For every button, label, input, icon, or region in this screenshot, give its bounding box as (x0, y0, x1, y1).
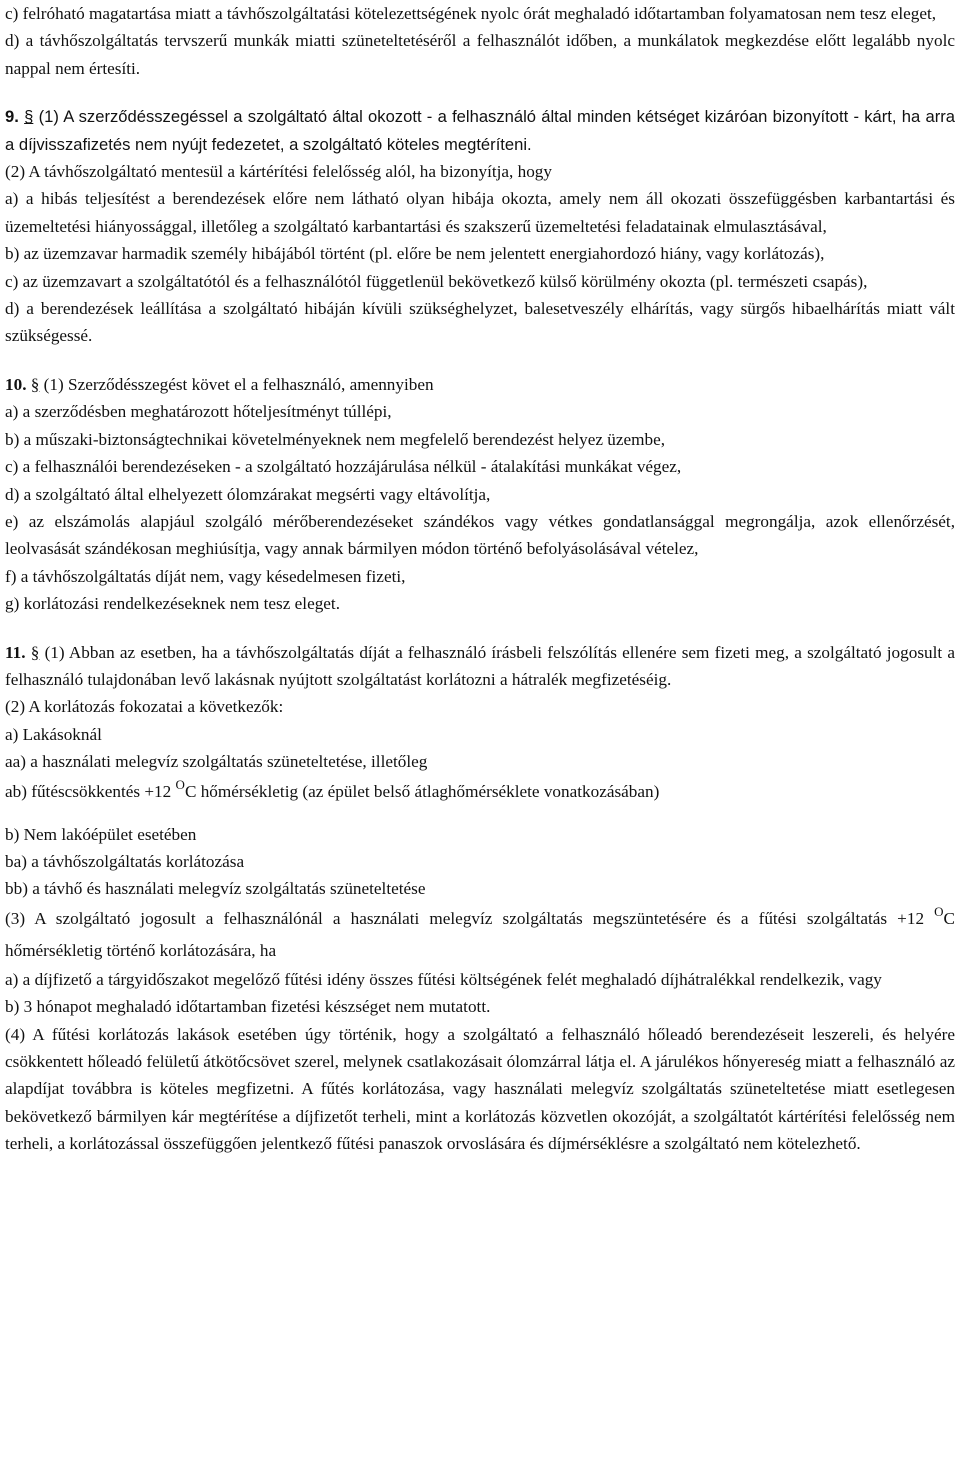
section-10-p1-text: (1) Szerződésszegést követ el a felhasználó, amennyiben (43, 374, 434, 394)
section-11-item-aa: aa) a használati melegvíz szolgáltatás szüneteltetése, illetőleg (5, 752, 428, 772)
section-11-sign: § (30, 642, 40, 662)
section-9-sign: § (24, 107, 34, 127)
section-9-item-a: a) a hibás teljesítést a berendezések előre nem látható olyan hibája okozta, amely nem áll okozati összefüggésben karbantartási és üzemeltetési hiányossággal, illetőleg a szolgáltató karbantartási és szakszerű üzemeltetési feladatainak elmulasztásával, (5, 189, 955, 236)
section-9-item-b: b) az üzemzavar harmadik személy hibájából történt (pl. előre be nem jelentett energiahordozó hiány, vagy korlátozás), (5, 244, 825, 264)
section-11-item-a: a) Lakásoknál (5, 724, 102, 744)
section-10-item-g: g) korlátozási rendelkezéseknek nem tesz eleget. (5, 594, 340, 614)
intro-item-c: c) felróható magatartása miatt a távhőszolgáltatási kötelezettségének nyolc órát meghaladó időtartamban folyamatosan nem tesz eleget, (5, 4, 937, 23)
degree-mark: O (934, 903, 944, 919)
section-10-item-c: c) a felhasználói berendezéseken - a szolgáltató hozzájárulása nélkül - átalakítási munkákat végez, (5, 457, 682, 477)
intro-item-d: d) a távhőszolgáltatás tervszerű munkák miatti szüneteltetéséről a felhasználót időben, a munkálatok megkezdése előtt legalább nyolc nappal nem értesíti. (5, 31, 955, 78)
section-10-item-e: e) az elszámolás alapjául szolgáló mérőberendezéseket szándékos vagy vétkes gondatlansággal megrongálja, azok ellenőrzését, leolvasását szándékosan meghiúsítja, vagy annak bármilyen módon történő befolyásolásával vételez, (5, 511, 955, 559)
section-10-number: 10. (5, 374, 27, 394)
section-10-paragraph-1 (5, 371, 955, 398)
section-11-p3-item-b: b) 3 hónapot meghaladó időtartamban fizetési készséget nem mutatott. (5, 997, 491, 1017)
section-11-number: 11. (5, 642, 26, 662)
degree-mark: O (175, 776, 185, 792)
section-9-item-c: c) az üzemzavart a szolgáltatótól és a felhasználótól függetlenül bekövetkező külső körülmény okozta (pl. természeti csapás), (5, 271, 868, 291)
section-11-p3-item-a: a) a díjfizető a tárgyidőszakot megelőző fűtési idény összes fűtési költségének felét meghaladó díjhátralékkal rendelkezik, vagy (5, 969, 882, 989)
section-11-item-ba: ba) a távhőszolgáltatás korlátozása (5, 851, 245, 871)
section-10-item-d: d) a szolgáltató által elhelyezett ólomzárakat megsérti vagy eltávolítja, (5, 484, 491, 504)
section-10-item-b: b) a műszaki-biztonságtechnikai követelményeknek nem megfelelő berendezést helyez üzembe, (5, 429, 666, 449)
section-11-item-bb: bb) a távhő és használati melegvíz szolgáltatás szüneteltetése (5, 879, 426, 899)
section-11-paragraph-1 (5, 639, 955, 694)
section-9-p1-text: (1) A szerződésszegéssel a szolgáltató által okozott - a felhasználó által minden kétséget kizáróan bizonyított - kárt, ha arra a díjvisszafizetés nem nyújt fedezetet, a szolgáltató köteles megtéríteni. (5, 107, 955, 154)
section-11-paragraph-4: (4) A fűtési korlátozás lakások esetében úgy történik, hogy a szolgáltató a felhasználó hőleadó berendezéseit leszereli, és helyére csökkentett hőleadó felületű átkötőcsövet szerel, melynek csatlakozásait ólomzárral látja el. A járulékos hőnyereség miatt a felhasználó az alapdíjat továbbra is köteles megfizetni. A fűtés korlátozása, vagy használati melegvíz szolgáltatás szüneteltetése miatt esetlegesen bekövetkező bármilyen kár megtérítése a díjfizetőt terheli, mint a korlátozás közvetlen okozóját, a szolgáltatót kártérítési felelősség nem terheli, a korlátozással összefüggően jelentkező fűtési panaszok orvoslására és díjmérséklésre a szolgáltató nem kötelezhető. (5, 1024, 955, 1154)
section-11-paragraph-3: (3) A szolgáltató jogosult a felhasználónál a használati melegvíz szolgáltatás megszüntetésére és a fűtési szolgáltatás +12 $^O$C hőmérsékletig történő korlátozására, ha (5, 903, 955, 960)
section-9-item-d: d) a berendezések leállítása a szolgáltató hibáján kívüli szükséghelyzet, balesetveszély elhárítás, vagy sürgős hibaelhárítás miatt vált szükségessé. (5, 299, 955, 346)
section-11-item-ab: ab) fűtéscsökkentés +12 $^O$C hőmérsékletig (az épület belső átlaghőmérséklete vonatkozásában) (5, 776, 660, 801)
section-10-item-a: a) a szerződésben meghatározott hőteljesítményt túllépi, (5, 402, 392, 422)
section-10-item-f: f) a távhőszolgáltatás díját nem, vagy késedelmesen fizeti, (5, 566, 406, 586)
section-10-sign: § (30, 374, 40, 394)
section-11-p1-text: (1) Abban az esetben, ha a távhőszolgáltatás díját a felhasználó írásbeli felszólítás ellenére sem fizeti meg, a szolgáltató jogosult a felhasználó tulajdonában levő lakásnak nyújtott szolgáltatást korlátozni a hátralék megfizetéséig. (5, 642, 956, 689)
section-9-paragraph-2: (2) A távhőszolgáltató mentesül a kártérítési felelősség alól, ha bizonyítja, hogy (5, 162, 552, 182)
section-9-number: 9. (5, 107, 19, 127)
section-9-paragraph-1 (5, 103, 955, 158)
section-11-item-b: b) Nem lakóépület esetében (5, 824, 197, 844)
section-11-paragraph-2: (2) A korlátozás fokozatai a következők: (5, 697, 284, 717)
